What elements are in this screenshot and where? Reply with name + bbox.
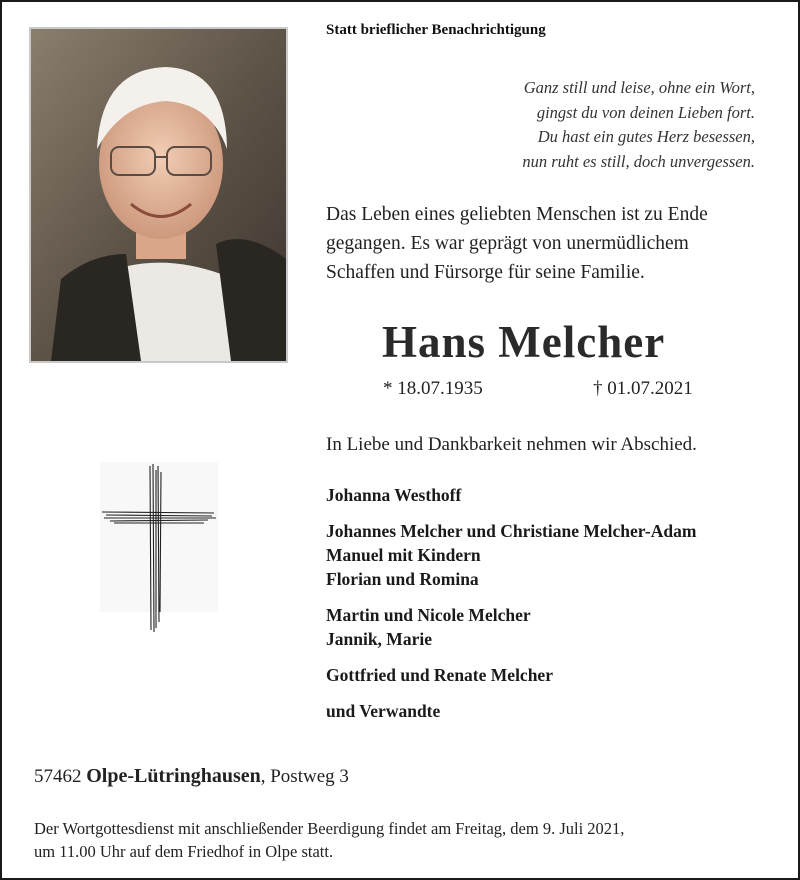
mourner-group <box>326 603 786 651</box>
address <box>34 765 349 788</box>
service-line: um 11.00 Uhr auf dem Friedhof in Olpe statt. <box>34 842 334 861</box>
mourner-line: Gottfried und Renate Melcher <box>326 665 553 685</box>
portrait-photo-drawing <box>31 29 286 361</box>
address-town: Olpe-Lütringhausen <box>86 765 261 787</box>
address-zip: 57462 <box>34 766 82 787</box>
mourner-group <box>326 483 786 507</box>
mourner-group <box>326 519 786 591</box>
mourner-group <box>326 699 786 723</box>
mourner-line: und Verwandte <box>326 701 441 721</box>
mourner-line: Martin und Nicole Melcher <box>326 605 531 625</box>
address-street: , Postweg 3 <box>260 766 349 787</box>
header-note: Statt brieflicher Benachrichtigung <box>326 22 546 38</box>
poem-line: Ganz still und leise, ohne ein Wort, <box>523 78 755 97</box>
service-line: Der Wortgottesdienst mit anschließender Beerdigung findet am Freitag, dem 9. Juli 2021, <box>34 819 625 838</box>
poem-line: nun ruht es still, doch unvergessen. <box>522 151 755 171</box>
farewell-text: In Liebe und Dankbarkeit nehmen wir Abschied. <box>326 434 697 455</box>
intro-line: Das Leben eines geliebten Menschen ist zu Ende <box>326 204 708 225</box>
intro-line: Schaffen und Fürsorge für seine Familie. <box>326 262 645 283</box>
mourner-line: Manuel mit Kindern <box>326 545 481 565</box>
mourners-list <box>326 483 786 735</box>
cross-icon <box>100 462 218 638</box>
intro-line: gegangen. Es war geprägt von unermüdlichem <box>326 233 689 254</box>
mourner-line: Jannik, Marie <box>326 629 432 649</box>
mourner-line: Johanna Westhoff <box>326 485 462 505</box>
poem-line: gingst du von deinen Lieben fort. <box>536 102 755 122</box>
service-info <box>34 817 774 863</box>
cross-icon-drawing <box>100 462 218 634</box>
poem <box>335 76 755 174</box>
portrait-photo <box>29 27 288 363</box>
birth-date: * 18.07.1935 <box>383 378 483 399</box>
death-date: † 01.07.2021 <box>593 378 693 399</box>
mourner-line: Johannes Melcher und Christiane Melcher-Adam <box>326 521 697 541</box>
mourner-line: Florian und Romina <box>326 569 479 589</box>
intro-text <box>326 200 766 287</box>
mourner-group <box>326 663 786 687</box>
poem-line: Du hast ein gutes Herz besessen, <box>537 127 755 146</box>
deceased-name: Hans Melcher <box>382 317 666 367</box>
